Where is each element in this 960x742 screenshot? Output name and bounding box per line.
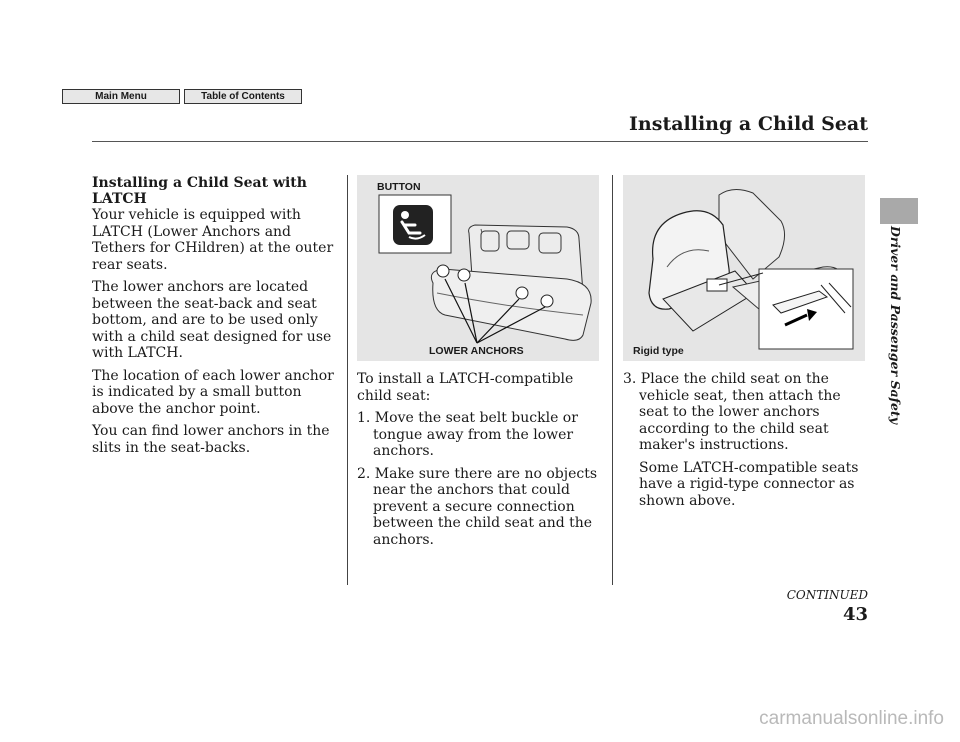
page-number: 43 [842, 604, 868, 625]
paragraph: You can find lower anchors in the slits in the seat-backs. [92, 423, 330, 456]
instructions-column-continued [623, 371, 868, 515]
rigid-type-caption: Rigid type [633, 345, 684, 357]
main-menu-button[interactable]: Main Menu [62, 89, 180, 104]
lower-anchors-figure [357, 175, 599, 361]
rigid-connector-note: Some LATCH-compatible seats have a rigid-type connector as shown above. [639, 459, 859, 509]
section-tab [880, 198, 918, 224]
button-label: BUTTON [377, 181, 421, 193]
page-title: Installing a Child Seat [629, 113, 868, 135]
section-heading-line2: LATCH [92, 191, 147, 207]
side-section-label [880, 226, 918, 486]
instructions-column [357, 371, 602, 554]
rigid-type-figure [623, 175, 865, 361]
rear-seat-illustration [357, 175, 599, 361]
step-item: 3. Place the child seat on the vehicle seat, then attach the seat to the lower anchors according to the child seat maker's instructions. [623, 371, 841, 453]
column-divider [612, 175, 613, 585]
step-item: 1. Move the seat belt buckle or tongue away from the lower anchors. [357, 410, 578, 459]
intro-column [92, 175, 337, 462]
watermark: carmanualsonline.info [759, 708, 944, 729]
section-heading-line1: Installing a Child Seat with [92, 175, 307, 191]
continued-marker: CONTINUED [786, 588, 868, 602]
header-rule [92, 141, 868, 142]
lower-anchors-label: LOWER ANCHORS [429, 345, 524, 357]
table-of-contents-button[interactable]: Table of Contents [184, 89, 302, 104]
paragraph: Your vehicle is equipped with LATCH (Lower Anchors and Tethers for CHildren) at the outer rear seats. [92, 207, 334, 273]
paragraph: The location of each lower anchor is indicated by a small button above the anchor point. [92, 367, 334, 417]
paragraph: The lower anchors are located between the seat-back and seat bottom, and are to be used only with a child seat designed for use with LATCH. [92, 279, 332, 361]
instructions-intro: To install a LATCH-compatible child seat: [357, 371, 574, 404]
side-section-text: Driver and Passenger Safety [888, 226, 903, 425]
step-item: 2. Make sure there are no objects near the anchors that could prevent a secure connection between the child seat and the anchors. [357, 465, 598, 548]
child-seat-illustration [623, 175, 865, 361]
section-heading [92, 175, 337, 207]
column-divider [347, 175, 348, 585]
